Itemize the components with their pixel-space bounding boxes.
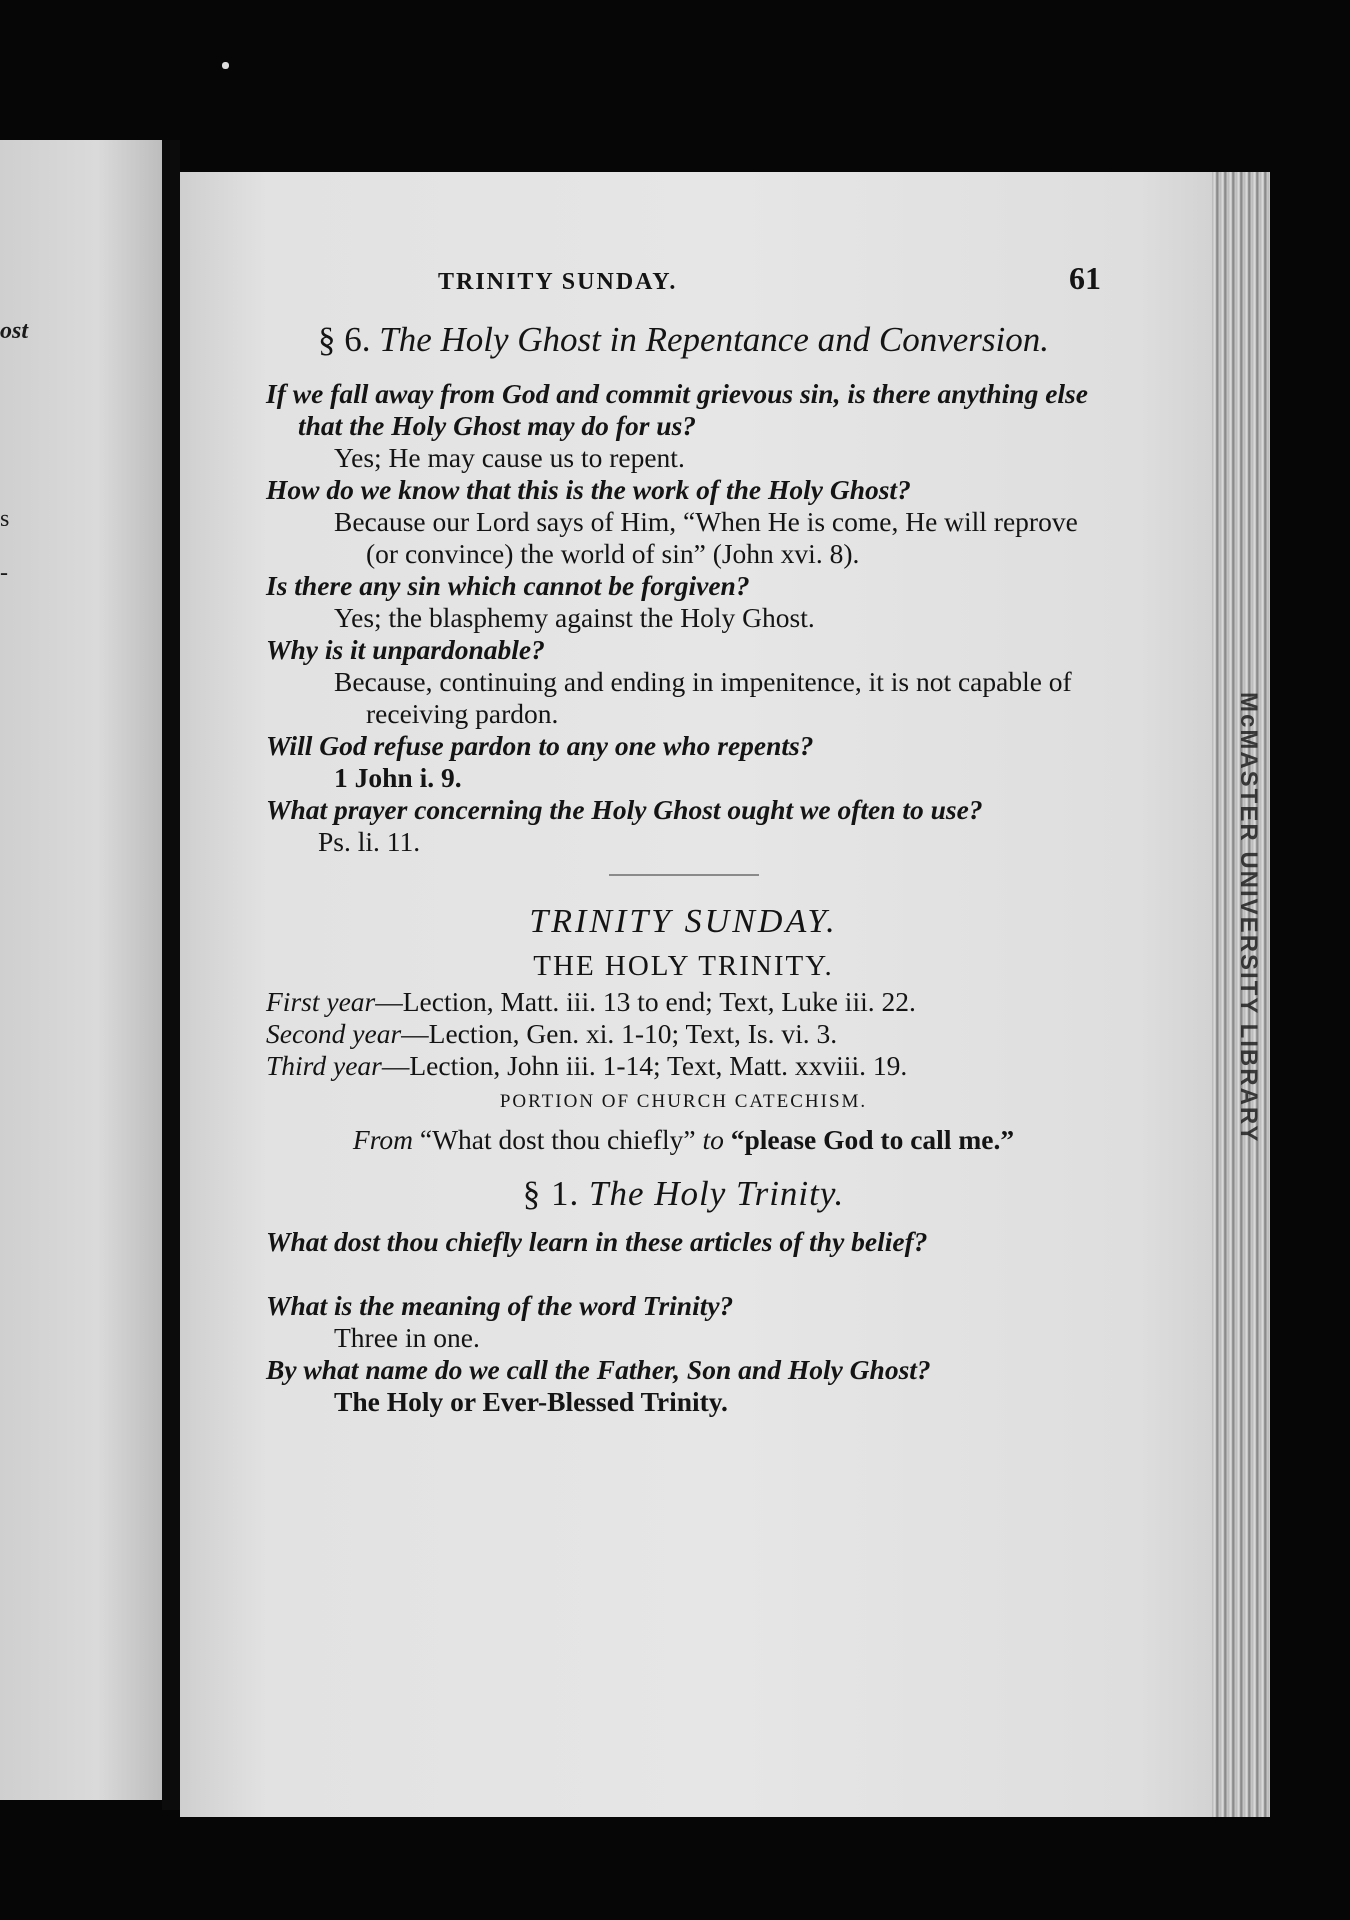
catechism-from-keyword: From bbox=[352, 1124, 414, 1155]
question: By what name do we call the Father, Son and Holy Ghost? bbox=[266, 1354, 931, 1385]
facing-page-fragment: s bbox=[0, 506, 10, 532]
answer: Yes; the blasphemy against the Holy Ghost. bbox=[334, 602, 815, 633]
catechism-from: “What dost thou chiefly” bbox=[419, 1124, 696, 1155]
answer: Ps. li. 11. bbox=[318, 826, 421, 857]
lection-year: Third year bbox=[266, 1050, 382, 1081]
dust-speck bbox=[222, 62, 229, 69]
lection-line bbox=[266, 1050, 1101, 1082]
lection-text: —Lection, Matt. iii. 13 to end; Text, Luke iii. 22. bbox=[375, 986, 916, 1017]
running-head bbox=[266, 262, 1101, 298]
lection-year: Second year bbox=[266, 1018, 402, 1049]
section-heading bbox=[266, 320, 1101, 360]
lection-text: —Lection, John iii. 1-14; Text, Matt. xxviii. 19. bbox=[381, 1050, 908, 1081]
answer: Because, continuing and ending in impenitence, it is not capable of receiving pardon. bbox=[334, 666, 1072, 729]
lection-line bbox=[266, 986, 1101, 1018]
catechism-to-keyword: to bbox=[702, 1124, 724, 1155]
book-page bbox=[180, 172, 1270, 1817]
lection-line bbox=[266, 1018, 1101, 1050]
facing-page-fragment: - bbox=[0, 560, 8, 586]
library-stamp: McMASTER UNIVERSITY LIBRARY bbox=[1235, 692, 1262, 1144]
lection-text: —Lection, Gen. xi. 1-10; Text, Is. vi. 3. bbox=[401, 1018, 838, 1049]
question: Is there any sin which cannot be forgiven? bbox=[266, 570, 750, 601]
section-divider bbox=[609, 874, 759, 876]
running-title: TRINITY SUNDAY. bbox=[438, 269, 678, 295]
facing-page-fragment: ost bbox=[0, 318, 29, 344]
answer: Three in one. bbox=[334, 1322, 480, 1353]
catechism-range bbox=[266, 1124, 1101, 1156]
section-title: The Holy Trinity. bbox=[589, 1174, 845, 1213]
answer: Because our Lord says of Him, “When He is come, He will reprove (or convince) the world of sin” (John xvi. 8). bbox=[334, 506, 1078, 569]
section-title: The Holy Ghost in Repentance and Conversion. bbox=[379, 320, 1049, 359]
book-gutter bbox=[162, 140, 180, 1810]
day-subject: THE HOLY TRINITY. bbox=[533, 950, 834, 982]
day-title: TRINITY SUNDAY. bbox=[529, 903, 838, 940]
catechism-label: PORTION OF CHURCH CATECHISM. bbox=[499, 1091, 868, 1112]
section-symbol: § 1. bbox=[522, 1174, 580, 1213]
catechism-to: “please God to call me.” bbox=[730, 1124, 1015, 1155]
answer-blank bbox=[266, 1258, 1101, 1290]
question: What dost thou chiefly learn in these articles of thy belief? bbox=[266, 1226, 928, 1257]
question: How do we know that this is the work of the Holy Ghost? bbox=[266, 474, 911, 505]
section-symbol: § 6. bbox=[317, 320, 371, 359]
facing-page bbox=[0, 140, 162, 1800]
answer: The Holy or Ever-Blessed Trinity. bbox=[334, 1386, 728, 1417]
answer: 1 John i. 9. bbox=[334, 762, 462, 793]
question: What prayer concerning the Holy Ghost ought we often to use? bbox=[266, 794, 983, 825]
question: Why is it unpardonable? bbox=[266, 634, 545, 665]
question: If we fall away from God and commit grievous sin, is there anything else that the Holy Ghost may do for us? bbox=[266, 378, 1088, 441]
page-text bbox=[266, 262, 1101, 1418]
answer: Yes; He may cause us to repent. bbox=[334, 442, 685, 473]
lection-year: First year bbox=[266, 986, 376, 1017]
question: Will God refuse pardon to any one who repents? bbox=[266, 730, 814, 761]
page-number: 61 bbox=[1069, 260, 1101, 296]
section-heading bbox=[266, 1174, 1101, 1214]
question: What is the meaning of the word Trinity? bbox=[266, 1290, 734, 1321]
